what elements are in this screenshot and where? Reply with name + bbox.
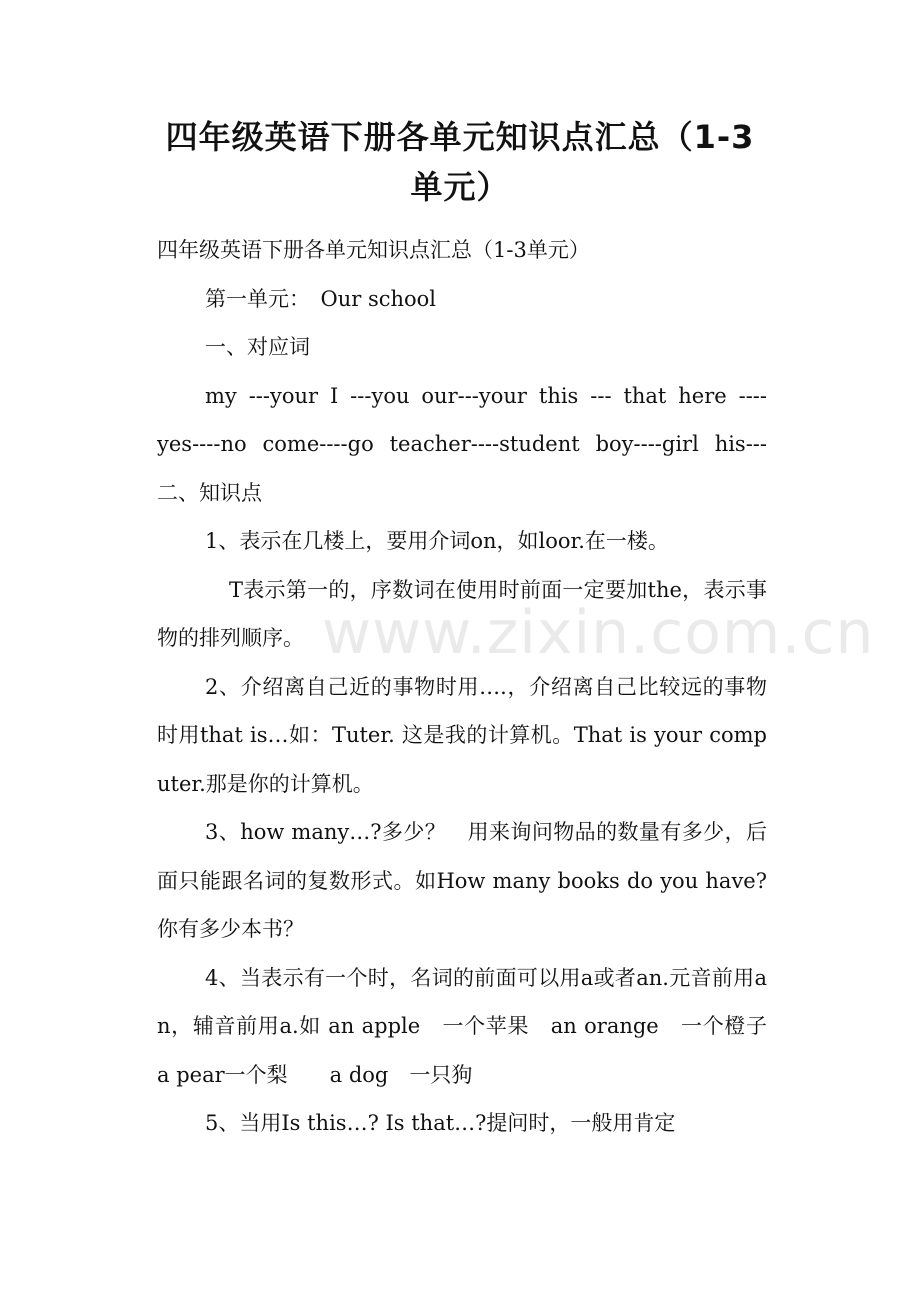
document-title: 四年级英语下册各单元知识点汇总（1-3单元） [165, 118, 755, 206]
point-2: 2、介绍离自己近的事物时用….，介绍离自己比较远的事物时用that is…如：Tuter. 这是我的计算机。That is your computer.那是你的计算机。 [157, 674, 767, 796]
unit1-heading: 第一单元： Our school [205, 286, 437, 311]
word-pairs: my ---your I ---you our---your this --- that here ---- yes----no come----go teacher----student boy----girl his---二、知识点 [157, 383, 816, 505]
watermark: www.zixin.com.cn [322, 598, 875, 668]
section1-heading: 一、对应词 [205, 335, 310, 359]
point-3: 3、how many…?多少？ 用来询问物品的数量有多少，后面只能跟名词的复数形式。如How many books do you have?你有多少本书？ [157, 820, 767, 941]
document-body [157, 226, 816, 1148]
point-4: 4、当表示有一个时，名词的前面可以用a或者an.元音前用an，辅音前用a.如 an apple 一个苹果 an orange 一个橙子 a pear一个梨 a dog 一只狗 [157, 965, 809, 1087]
point-1: 1、表示在几楼上，要用介词on，如loor.在一楼。 [205, 529, 669, 553]
point-1-note: T表示第一的，序数词在使用时前面一定要加the，表示事物的排列顺序。 [157, 577, 767, 650]
point-5: 5、当用Is this…? Is that…?提问时，一般用肯定 [205, 1111, 676, 1135]
intro-line: 四年级英语下册各单元知识点汇总（1-3单元） [157, 238, 590, 262]
